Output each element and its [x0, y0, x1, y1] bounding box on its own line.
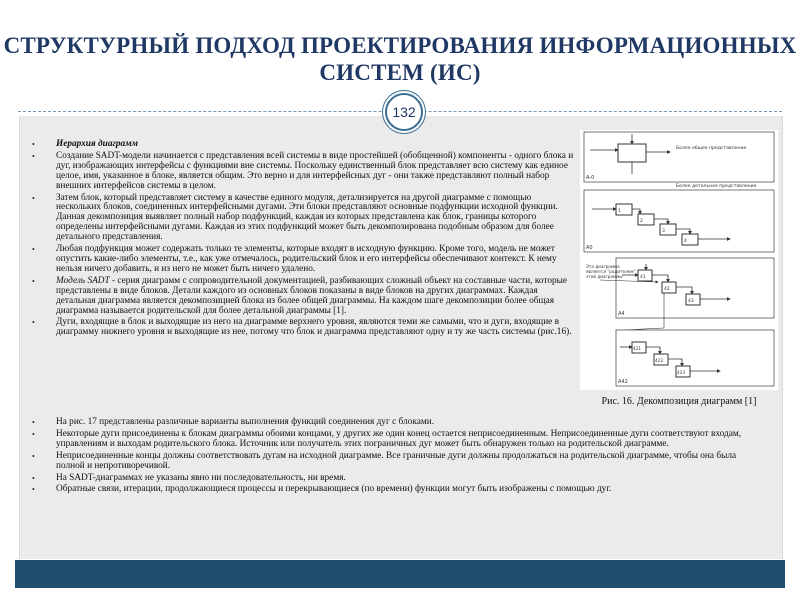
frame-a4 [616, 258, 774, 318]
label-a0: A0 [586, 245, 593, 251]
list-item [56, 318, 574, 338]
figure-caption: Рис. 16. Декомпозиция диаграмм [1] [601, 396, 757, 407]
decomposition-figure [580, 130, 778, 390]
label-parent-note-2: является "родителем" [586, 269, 636, 274]
label-b2: 2 [640, 219, 643, 224]
label-parent-note-3: этой диаграммы [586, 274, 623, 279]
list-item [56, 140, 574, 150]
bullets-top [56, 140, 574, 340]
list-item [56, 194, 574, 244]
bullet-text: Любая подфункция может содержать только те элементы, которые входят в исходную функцию. Кроме того, модель не может опустить какие-либо элементы, т.е., как уже отмечалось, родительский блок и его интерфейсы обеспечивают контекст. К нему нельзя ничего добавить, и из него не может быть ничего удалено. [56, 244, 557, 274]
label-b41: 41 [640, 275, 646, 280]
label-a42: A42 [618, 379, 628, 385]
list-item: • Неприсоединенные концы должны соответствовать дугам на исходной диаграмме. Все граничные дуги должны продолжаться на родительской диаграмме, чтобы она была полной и непротиворечивой. [56, 452, 762, 472]
slide-title: СТРУКТУРНЫЙ ПОДХОД ПРОЕКТИРОВАНИЯ ИНФОРМАЦИОННЫХ СИСТЕМ (ИС) [3, 33, 797, 85]
list-item: • На рис. 17 представлены различные варианты выполнения функций соединения дуг с блоками. [56, 418, 762, 428]
bullet-text: - серия диаграмм с сопроводительной документацией, разбивающих сложный объект на составные части, которые представлены в виде блоков. Детали каждого из основных блоков показаны в виде блоков на других диаграммах. Каждая детальная диаграмма является декомпозицией блока из более общей диаграммы. На каждом шаге декомпозиции более общая диаграмма называется родительской для более детальной диаграммы [1]. [56, 275, 568, 316]
decomposition-diagram [580, 130, 778, 390]
label-b423: 423 [677, 370, 685, 375]
label-b3: 3 [662, 229, 665, 234]
list-item [56, 245, 574, 275]
list-item [56, 277, 574, 317]
label-b422: 422 [655, 358, 663, 363]
list-item [56, 152, 574, 192]
bullet-text: Дуги, входящие в блок и выходящие из него на диаграмме верхнего уровня, являются теми же самыми, что и дуги, входящие в диаграмму нижнего уровня и выходящие из нее, потому что блок и диаграмма представляют одну и ту же часть системы (рис.16). [56, 317, 572, 338]
label-detailed: Более детальное представление [676, 184, 757, 189]
label-parent-note-1: Эта диаграмма [586, 264, 620, 269]
footer-bar [15, 560, 785, 588]
label-b42: 42 [664, 287, 670, 292]
list-item: • Некоторые дуги присоединены к блокам диаграммы обоими концами, у других же один конец остается неприсоединенным. Неприсоединенные дуги соответствуют входам, управлениям и выходам родительского блока. Источник или получатель этих пограничных дуг может быть обнаружен только на родительской диаграмме. [56, 430, 762, 450]
frame-a-minus-0 [584, 132, 774, 182]
label-a-minus-0: A-0 [586, 175, 595, 181]
bullets-bottom [56, 418, 762, 497]
block-general [618, 144, 646, 162]
page-number-badge: 132 [385, 93, 423, 131]
bullet-prefix: Модель SADT [56, 275, 110, 286]
bullet-heading: Иерархия диаграмм [56, 139, 138, 149]
frame-a42 [616, 330, 774, 386]
label-b43: 43 [688, 299, 694, 304]
frame-a0 [584, 190, 774, 252]
label-general: Более общее представление [676, 146, 747, 151]
bullet-text: Затем блок, который представляет систему в качестве единого модуля, детализируется на другой диаграмме с помощью нескольких блоков, соединенных интерфейсными дугами. Эти блоки представляют основные подфункции исходной функции. Данная декомпозиция выявляет полный набор подфункций, каждая из которых представлена как блок, границы которого определены интерфейсными дугами. Каждая из этих подфункций может быть декомпозирована подобным образом для более детального представления. [56, 192, 558, 243]
label-a4: A4 [618, 311, 625, 317]
label-b421: 421 [633, 346, 641, 351]
label-b4: 4 [684, 239, 687, 244]
list-item: • На SADT-диаграммах не указаны явно ни последовательность, ни время. [56, 474, 762, 484]
list-item: • Обратные связи, итерации, продолжающиеся процессы и перекрывающиеся (по времени) функции могут быть изображены с помощью дуг. [56, 485, 762, 495]
label-b1: 1 [618, 209, 621, 214]
bullet-text: Создание SADT-модели начинается с представления всей системы в виде простейшей (обобщенной) компоненты - одного блока и дуг, изображающих интерфейсы с функциями вне системы. Поскольку единственный блок представляет всю систему как единое целое, имя, указанное в блоке, является общим. Это верно и для интерфейсных дуг - они также представляют полный набор внешних интерфейсов системы в целом. [56, 150, 574, 191]
